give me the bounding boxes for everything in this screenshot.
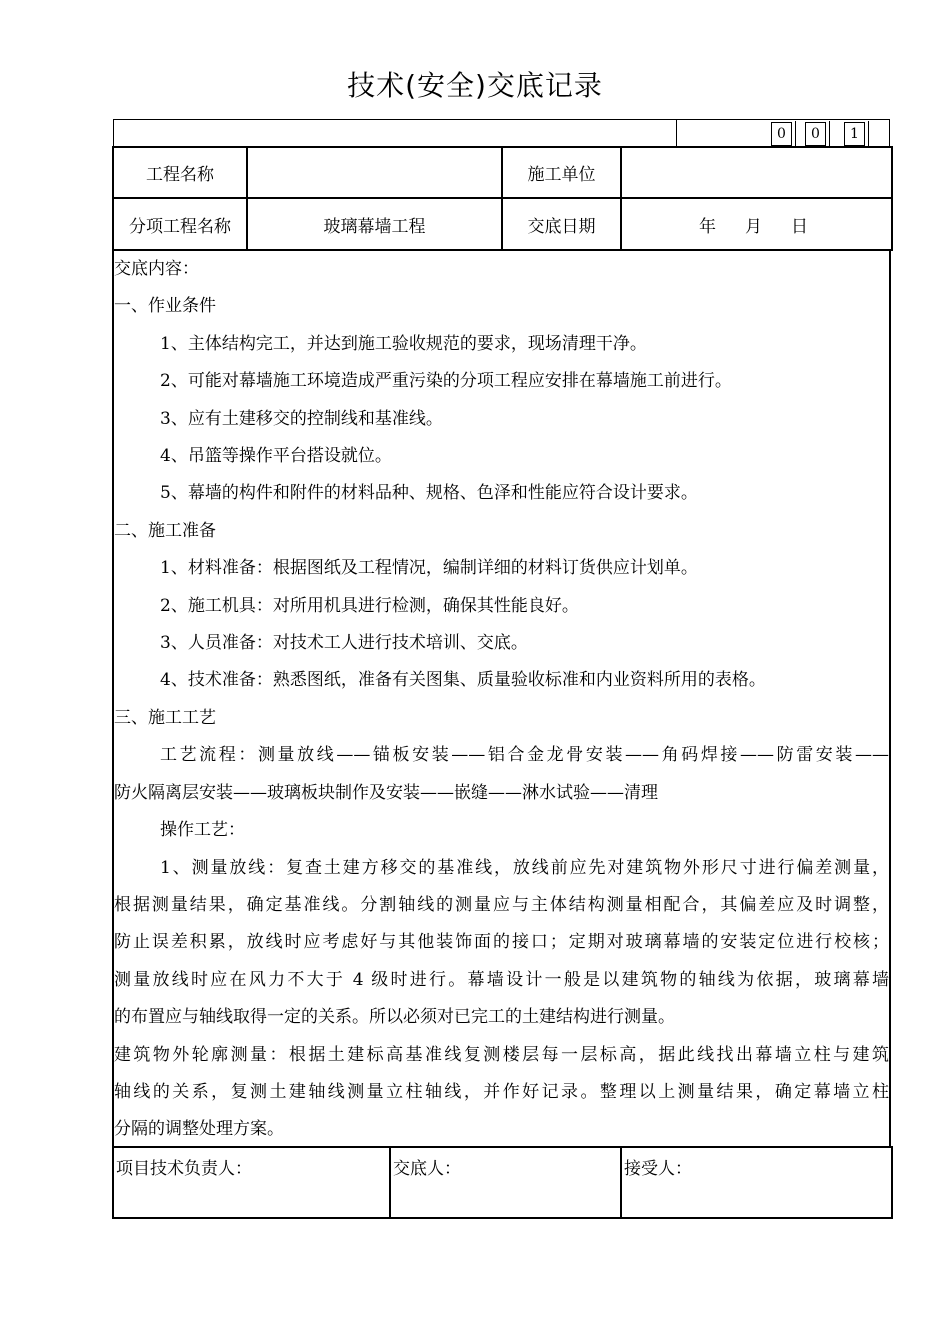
tech-lead-signature: 项目技术负责人： [113,1147,390,1218]
condition-item: 1、主体结构完工，并达到施工验收规范的要求，现场清理干净。 [160,333,647,354]
sub-project-value: 玻璃幕墙工程 [247,198,502,250]
date-label: 交底日期 [502,198,621,250]
receiver-signature: 接受人： [621,1147,892,1218]
condition-item: 2、可能对幕墙施工环境造成严重污染的分项工程应安排在幕墙施工前进行。 [160,371,732,392]
signature-table [112,1146,893,1219]
preparation-item: 3、人员准备：对技术工人进行技术培训、交底。 [160,633,528,654]
content-intro: 交底内容： [114,259,199,279]
preparation-item: 1、材料准备：根据图纸及工程情况，编制详细的材料订货供应计划单。 [160,558,698,579]
record-number-digit-2: 0 [805,122,826,146]
construction-unit-value [621,147,892,198]
condition-item: 3、应有土建移交的控制线和基准线。 [160,408,443,429]
section-title-process: 三、施工工艺 [114,707,216,728]
record-number-digit-1: 0 [771,122,792,146]
presenter-signature: 交底人： [390,1147,621,1218]
measurement-line: 1、测量放线：复查土建方移交的基准线，放线前应先对建筑物外形尺寸进行偏差测量， [160,857,889,878]
record-number-digit-3: 1 [844,122,865,146]
measurement-line: 防止误差积累，放线时应考虑好与其他装饰面的接口；定期对玻璃幕墙的安装定位进行校核； [114,932,889,953]
outline-line: 建筑物外轮廓测量：根据土建标高基准线复测楼层每一层标高，据此线找出幕墙立柱与建筑 [114,1044,889,1065]
record-number-bar [113,119,890,146]
operation-label: 操作工艺： [160,820,245,841]
preparation-item: 4、技术准备：熟悉图纸，准备有关图集、质量验收标准和内业资料所用的表格。 [160,670,766,691]
sub-project-label: 分项工程名称 [113,198,247,250]
measurement-line: 测量放线时应在风力不大于 4 级时进行。幕墙设计一般是以建筑物的轴线为依据，玻璃幕墙 [114,969,889,990]
number-divider [676,120,677,147]
condition-item: 5、幕墙的构件和附件的材料品种、规格、色泽和性能应符合设计要求。 [160,483,698,504]
measurement-line: 根据测量结果，确定基准线。分割轴线的测量应与主体结构测量相配合，其偏差应及时调整， [114,894,889,915]
page-title: 技术(安全)交底记录 [347,69,603,102]
project-name-value [247,147,502,198]
construction-unit-label: 施工单位 [502,147,621,198]
section-title-conditions: 一、作业条件 [114,296,216,317]
outline-line: 分隔的调整处理方案。 [114,1119,284,1140]
outline-line: 轴线的关系，复测土建轴线测量立柱轴线，并作好记录。整理以上测量结果，确定幕墙立柱 [114,1081,889,1102]
header-table [112,146,893,251]
disclosure-content [112,249,891,1146]
measurement-line: 的布置应与轴线取得一定的关系。所以必须对已完工的土建结构进行测量。 [114,1007,675,1028]
preparation-item: 2、施工机具：对所用机具进行检测，确保其性能良好。 [160,595,579,616]
process-flow-line: 防火隔离层安装——玻璃板块制作及安装——嵌缝——淋水试验——清理 [114,782,658,803]
section-title-preparation: 二、施工准备 [114,520,216,541]
date-value: 年 月 日 [621,198,892,250]
condition-item: 4、吊篮等操作平台搭设就位。 [160,446,392,467]
project-name-label: 工程名称 [113,147,247,198]
process-flow-line: 工艺流程：测量放线——锚板安装——铝合金龙骨安装——角码焊接——防雷安装—— [160,745,889,766]
